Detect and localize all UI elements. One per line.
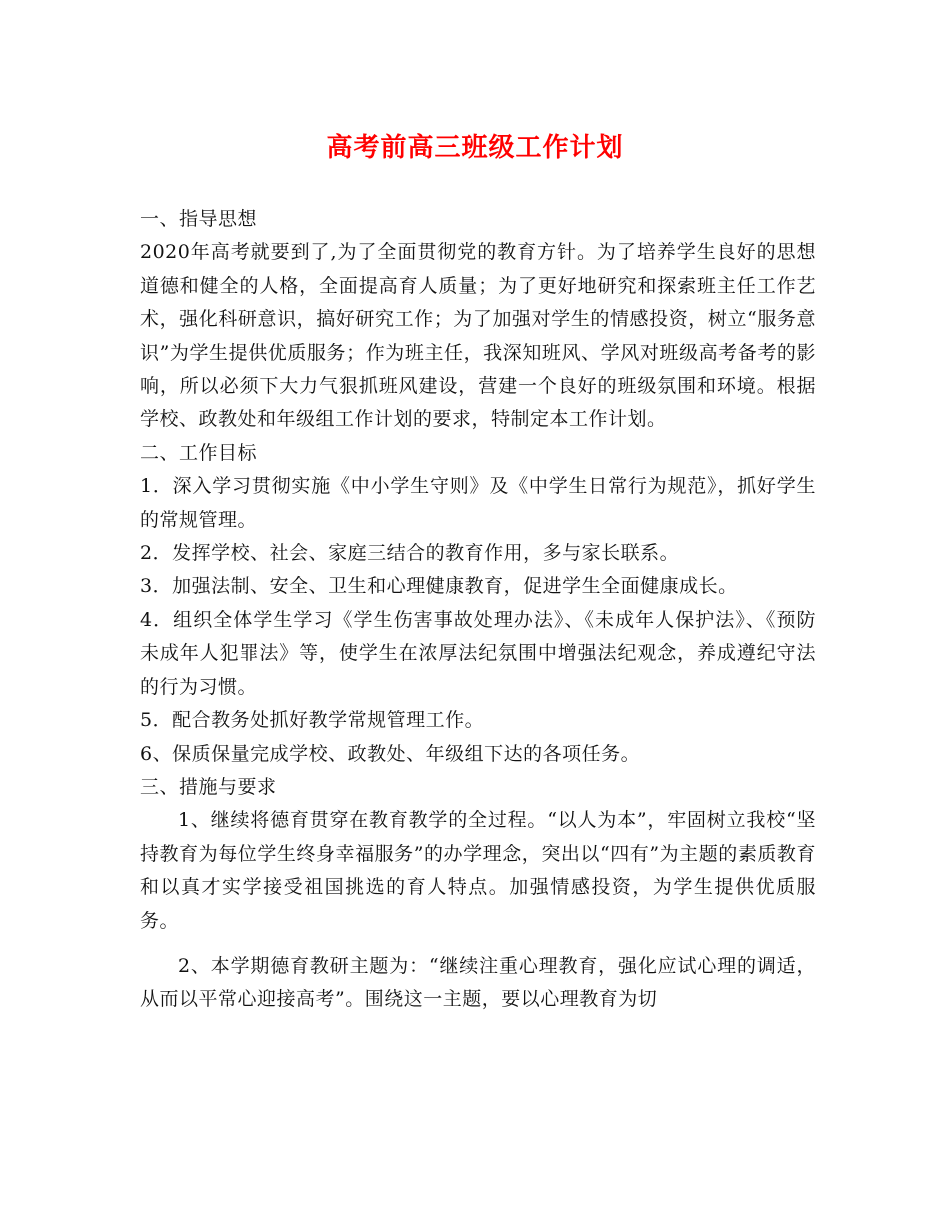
section-heading-guiding-thought: 一、指导思想: [140, 208, 258, 230]
measure-item-2: 2、本学期德育教研主题为：“继续注重心理教育，强化应试心理的调适，从而以平常心迎接高考”。围绕这一主题，要以心理教育为切: [140, 954, 816, 1011]
goal-item-5: 5．配合教务处抓好教学常规管理工作。: [140, 709, 485, 732]
document-body: [140, 203, 816, 1017]
section-heading-measures: 三、措施与要求: [140, 775, 277, 798]
goal-item-4: 4．组织全体学生学习《学生伤害事故处理办法》、《未成年人保护法》、《预防未成年人犯罪法》等，使学生在浓厚法纪氛围中增强法纪观念，养成遵纪守法的行为习惯。: [140, 608, 816, 698]
goal-item-6: 6、保质保量完成学校、政教处、年级组下达的各项任务。: [140, 742, 641, 765]
goal-item-2: 2．发挥学校、社会、家庭三结合的教育作用，多与家长联系。: [140, 542, 680, 565]
paragraph-guiding-thought: 2020年高考就要到了,为了全面贯彻党的教育方针。为了培养学生良好的思想道德和健全的人格，全面提高育人质量；为了更好地研究和探索班主任工作艺术，强化科研意识，搞好研究工作；为了加强对学生的情感投资，树立“服务意识”为学生提供优质服务；作为班主任，我深知班风、学风对班级高考备考的影响，所以必须下大力气狠抓班风建设，营建一个良好的班级氛围和环境。根据学校、政教处和年级组工作计划的要求，特制定本工作计划。: [140, 241, 816, 431]
measure-item-1: 1、继续将德育贯穿在教育教学的全过程。“以人为本”，牢固树立我校“坚持教育为每位学生终身幸福服务”的办学理念，突出以“四有”为主题的素质教育和以真才实学接受祖国挑选的育人特点。加强情感投资，为学生提供优质服务。: [140, 809, 816, 932]
goal-item-3: 3．加强法制、安全、卫生和心理健康教育，促进学生全面健康成长。: [140, 575, 738, 598]
section-heading-work-goals: 二、工作目标: [140, 441, 258, 464]
document-title: 高考前高三班级工作计划: [326, 133, 624, 163]
goal-item-1: 1．深入学习贯彻实施《中小学生守则》及《中学生日常行为规范》，抓好学生的常规管理。: [140, 475, 816, 531]
